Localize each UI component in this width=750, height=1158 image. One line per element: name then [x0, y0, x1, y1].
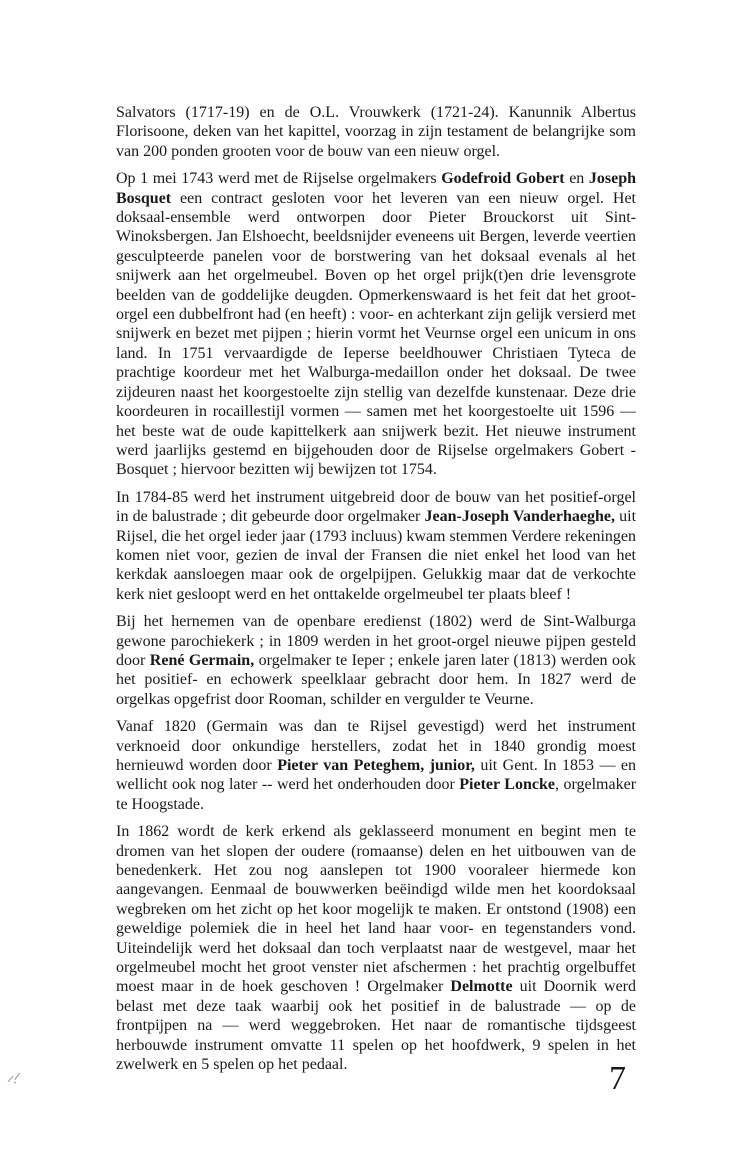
paragraph-2-text-1: Op 1 mei 1743 werd met de Rijselse orgelmakers — [116, 170, 442, 188]
paragraph-5-text-2: uit Gent. In 1853 — en wellicht ook nog later -- werd het onderhouden door — [116, 757, 636, 794]
paragraph-6-text-2: uit Doornik werd belast met deze taak waarbij ook het positief in de balustrade — op de frontpijpen na — werd weggebroken. Het naar de romantische tijdsgeest herbouwde instrument omvatte 11 spelen op het hoofdwerk, 9 spelen in het zwelwerk en 5 spelen op het pedaal. — [116, 978, 636, 1074]
paragraph-2-text-2: en — [564, 170, 589, 188]
paragraph-1-text: Salvators (1717-19) en de O.L. Vrouwkerk (1721-24). Kanunnik Albertus Florisoone, deken van het kapittel, voorzag in zijn testament de belangrijke som van 200 ponden grooten voor de bouw van een nieuw orgel. — [116, 104, 636, 160]
paragraph-5-text-1: Vanaf 1820 (Germain was dan te Rijsel gevestigd) werd het instrument verknoeid door onkundige herstellers, zodat het in 1840 grondig moest hernieuwd worden door — [116, 718, 636, 774]
name-godefroid-gobert: Godefroid Gobert — [441, 170, 565, 188]
paragraph-3 — [116, 488, 636, 604]
paragraph-4 — [116, 612, 636, 709]
name-delmotte: Delmotte — [450, 978, 513, 996]
paragraph-1 — [116, 103, 636, 161]
name-joseph-bosquet: Joseph Bosquet — [116, 170, 636, 207]
name-rene-germain: René Germain, — [149, 651, 255, 669]
paragraph-4-text-2: orgelmaker te Ieper ; enkele jaren later (1813) werden ook het positief- en echowerk speelklaar gebracht door hem. In 1827 werd de orgelkas opgefrist door Rooman, schilder en vergulder te Veurne. — [116, 651, 637, 708]
paragraph-3-text-1: In 1784-85 werd het instrument uitgebreid door de bouw van het positief-orgel in de balustrade ; dit gebeurde door orgelmaker — [116, 488, 636, 526]
name-pieter-van-peteghem: Pieter van Peteghem, junior, — [277, 757, 475, 774]
name-jean-joseph-vanderhaeghe: Jean-Joseph Vanderhaeghe, — [424, 508, 615, 526]
page-number: 7 — [609, 1060, 626, 1097]
name-pieter-loncke: Pieter Loncke — [459, 776, 555, 794]
paragraph-3-text-2: uit Rijsel, die het orgel ieder jaar (1793 incluus) kwam stemmen Verdere rekeningen komen niet voor, gezien de inval der Fransen die niet enkel het lood van het kerkdak aansloegen maar ook de orgelpijpen. Gelukkig maar dat de verkochte kerk niet gesloopt werd en het onttakelde orgelmeubel ter plaats bleef ! — [116, 508, 637, 603]
paragraph-6 — [116, 822, 636, 1074]
text-column — [116, 103, 636, 1083]
paragraph-6-text-1: In 1862 wordt de kerk erkend als geklasseerd monument en begint men te dromen van het slopen der oudere (romaanse) delen en het uitbouwen van de benedenkerk. Het zou nog aanslepen tot 1900 vooraleer hiermede kon aangevangen. Eenmaal de bouwwerken beëindigd wilde men het koordoksaal wegbreken om het zicht op het koor mogelijk te maken. Er ontstond (1908) een geweldige polemiek die in heel het land haar voor- en tegenstanders vond. Uiteindelijk werd het doksaal dan toch verplaatst naar de westgevel, maar het orgelmeubel mocht het groot venster niet afschermen : het prachtig orgelbuffet moest maar in de hoek geschoven ! Orgelmaker — [116, 823, 636, 996]
paragraph-5-text-3: , orgelmaker te Hoogstade. — [116, 776, 637, 813]
paragraph-2-text-3: een contract gesloten voor het leveren van een nieuw orgel. Het doksaal-ensemble werd ontworpen door Pieter Brouckorst uit Sint-Winoksbergen. Jan Elshoecht, beeldsnijder eveneens uit Bergen, leverde veertien gesculpteerde panelen voor de borstwering van het doksaal evenals al het snijwerk aan het orgelmeubel. Boven op het orgel prijk(t)en drie levensgrote beelden van de goddelijke deugden. Opmerkenswaard is het feit dat het groot-orgel een dubbelfront had (en heeft) : voor- en achterkant zijn gelijk versierd met snijwerk en bezet met pijpen ; hierin vormt het Veurnse orgel een unicum in ons land. In 1751 vervaardigde de Ieperse beeldhouwer Christiaen Tyteca de prachtige koordeur met het Walburga-medaillon onder het doksaal. De twee zijdeuren naast het koorgestoelte zijn stellig van dezelfde kunstenaar. Deze drie koordeuren in rocaillestijl vormen — samen met het koorgestoelte uit 1596 — het beste wat de oude kapittelkerk aan snijwerk bezit. Het nieuwe instrument werd jaarlijks gestemd en bijgehouden door de Rijselse orgelmakers Gobert - Bosquet ; hiervoor bezitten wij bewijzen tot 1754. — [116, 189, 636, 479]
stray-ink-mark — [6, 1070, 24, 1086]
paragraph-4-text-1: Bij het hernemen van de openbare eredienst (1802) werd de Sint-Walburga gewone parochiekerk ; in 1809 werden in het groot-orgel nieuwe pijpen gesteld door — [116, 613, 636, 669]
paragraph-5 — [116, 717, 636, 814]
paragraph-2 — [116, 169, 636, 480]
